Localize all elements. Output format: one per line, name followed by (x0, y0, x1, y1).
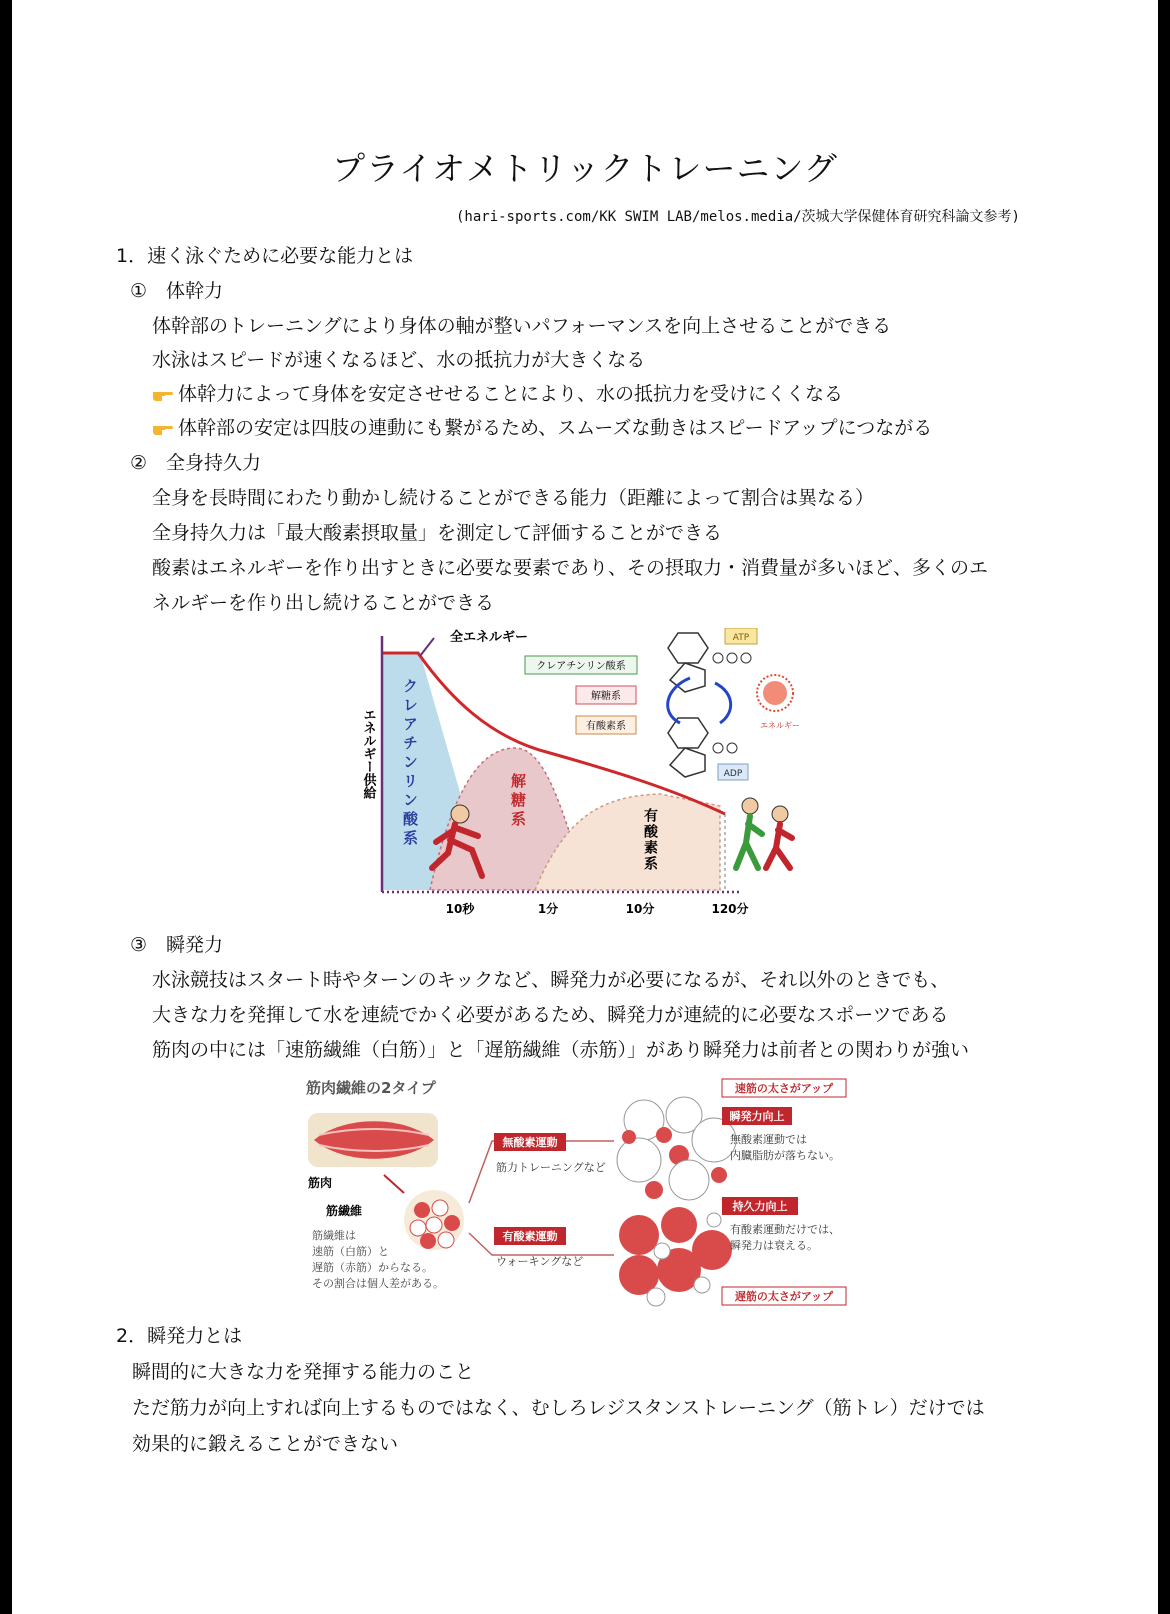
glycolysis-label: 解糖系 (509, 773, 527, 830)
power-up-label: 瞬発力向上 (729, 1110, 785, 1123)
aerobic-label: 有酸素運動 (502, 1230, 558, 1243)
muscle-figure-title: 筋肉繊維の2タイプ (306, 1079, 436, 1097)
section-2-line-2: ただ筋力が向上すれば向上するものではなく、むしろレジスタンストレーニング（筋トレ）だけでは (132, 1397, 985, 1419)
aerobic-box: 有酸素系 (586, 721, 626, 732)
section-2-line-1: 瞬間的に大きな力を発揮する能力のこと (132, 1361, 475, 1383)
bullet-text: 体幹力によって身体を安定させせることにより、水の抵抗力を受けにくくなる (178, 383, 844, 405)
walkers-icon (736, 798, 792, 868)
pointing-hand-icon (152, 383, 178, 405)
total-energy-label: 全エネルギー (450, 630, 529, 645)
item-3-heading: ③ 瞬発力 (130, 934, 224, 956)
muscle-fiber-figure (294, 1075, 879, 1323)
fast-up-label: 速筋の太さがアップ (734, 1082, 834, 1095)
x-tick: 1分 (537, 902, 559, 916)
item-3-line-2: 大きな力を発揮して水を連続でかく必要があるため、瞬発力が連続的に必要なスポーツである (152, 1004, 949, 1026)
item-2-line-1: 全身を長時間にわたり動かし続けることができる能力（距離によって割合は異なる） (152, 487, 875, 509)
fiber-note: 速筋（白筋）と (312, 1245, 389, 1258)
item-1-line-2: 水泳はスピードが速くなるほど、水の抵抗力が大きくなる (152, 349, 646, 371)
bullet-item (152, 379, 843, 406)
fiber-note: その割合は個人差がある。 (312, 1277, 444, 1290)
glycolysis-box: 解糖系 (591, 691, 621, 702)
aerobic-label: 有酸素系 (642, 808, 658, 872)
item-2-line-4: ネルギーを作り出し続けることができる (152, 592, 495, 614)
slow-fiber-cluster (619, 1207, 732, 1306)
aerobic-example: ウォーキングなど (496, 1255, 584, 1268)
creatine-label: クレアチンリン酸系 (401, 678, 419, 849)
endurance-up-label: 持久力向上 (732, 1200, 788, 1213)
source-note: (hari-sports.com/KK SWIM LAB/melos.media/茨城大学保健体育研究科論文参考) (455, 209, 1020, 225)
fiber-note: 遅筋（赤筋）からなる。 (312, 1261, 433, 1274)
fiber-note: 筋繊維は (312, 1229, 356, 1242)
energy-supply-figure (360, 628, 830, 928)
bullet-text: 体幹部の安定は四肢の連動にも繋がるため、スムーズな動きはスピードアップにつながる (178, 417, 933, 439)
x-tick: 10分 (625, 902, 655, 916)
x-tick: 10秒 (445, 902, 475, 916)
anaerobic-example: 筋力トレーニングなど (496, 1161, 606, 1174)
item-2-heading: ② 全身持久力 (130, 452, 262, 474)
section-2-line-3: 効果的に鍛えることができない (132, 1433, 399, 1455)
endurance-note: 瞬発力は衰える。 (730, 1239, 818, 1252)
document-page (12, 0, 1158, 1614)
pointing-hand-icon (152, 417, 178, 439)
fast-fiber-cluster (617, 1097, 736, 1200)
creatine-box: クレアチンリン酸系 (536, 661, 626, 672)
y-axis-label: エネルギー供給 (360, 708, 376, 799)
adp-label: ADP (723, 769, 743, 779)
item-2-line-3: 酸素はエネルギーを作り出すときに必要な要素であり、その摂取力・消費量が多いほど、多くのエ (152, 557, 989, 579)
item-2-line-2: 全身持久力は「最大酸素摂取量」を測定して評価することができる (152, 522, 723, 544)
section-2-heading: 2．瞬発力とは (116, 1325, 243, 1347)
item-3-line-3: 筋肉の中には「速筋繊維（白筋）」と「遅筋繊維（赤筋）」があり瞬発力は前者との関わりが強い (152, 1039, 970, 1061)
page-title: プライオメトリックトレーニング (332, 149, 838, 188)
anaerobic-label: 無酸素運動 (502, 1136, 558, 1149)
aerobic-area (535, 794, 720, 890)
atp-label: ATP (732, 633, 750, 643)
power-note: 内臓脂肪が落ちない。 (730, 1149, 840, 1162)
item-1-line-1: 体幹部のトレーニングにより身体の軸が整いパフォーマンスを向上させることができる (152, 315, 892, 337)
energy-label: エネルギー (760, 721, 800, 730)
fiber-bundle-icon (404, 1190, 464, 1250)
bullet-item (152, 413, 932, 440)
item-1-heading: ① 体幹力 (130, 280, 224, 302)
slow-up-label: 遅筋の太さがアップ (734, 1290, 834, 1303)
endurance-note: 有酸素運動だけでは、 (730, 1223, 840, 1236)
section-1-heading: 1．速く泳ぐために必要な能力とは (116, 245, 414, 267)
power-note: 無酸素運動では (730, 1133, 807, 1146)
item-3-line-1: 水泳競技はスタート時やターンのキックなど、瞬発力が必要になるが、それ以外のときでも、 (152, 969, 950, 991)
x-tick: 120分 (711, 902, 749, 916)
fiber-label: 筋繊維 (326, 1204, 363, 1218)
muscle-label: 筋肉 (308, 1176, 333, 1190)
